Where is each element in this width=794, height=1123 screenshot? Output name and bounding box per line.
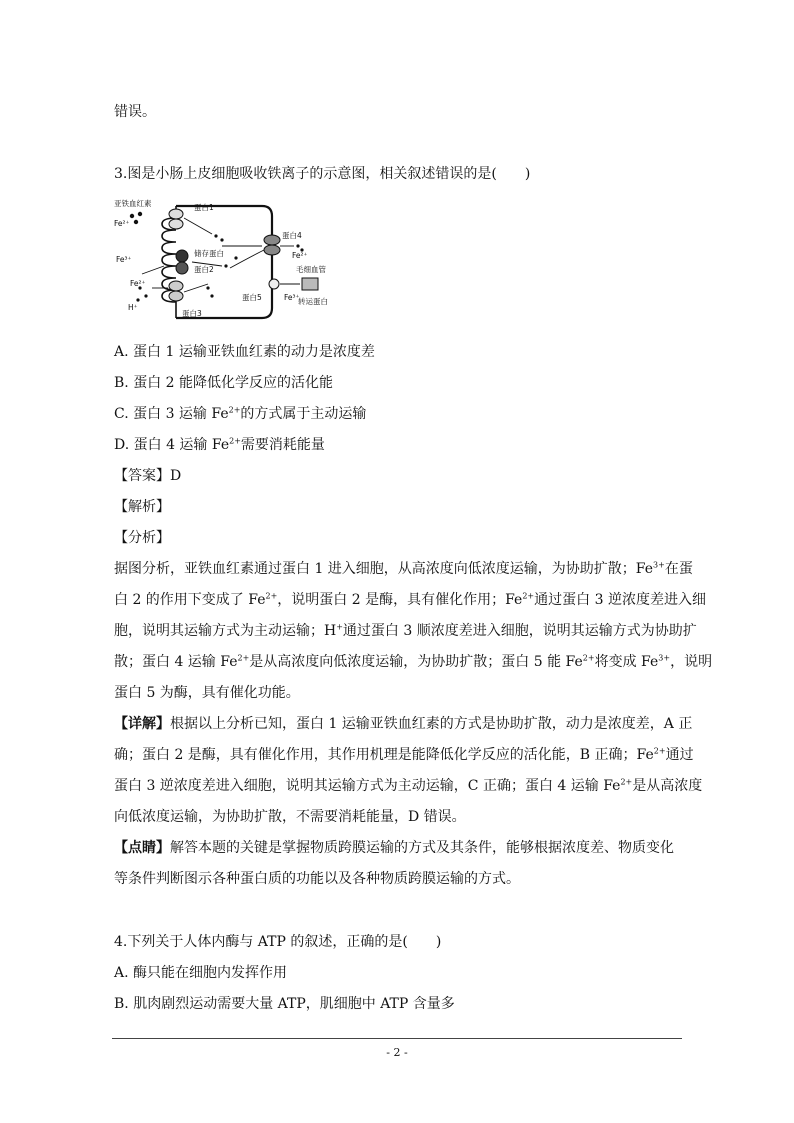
label-storage-protein: 储存蛋白 — [194, 249, 224, 258]
analysis-line-4: 散；蛋白 4 运输 $Fe^{2+}$是从高浓度向低浓度运输，为协助扩散；蛋白 5 能 $Fe^{2+}$将变成 $Fe^{3+}$，说明 — [114, 653, 713, 670]
label-protein-3: 蛋白3 — [182, 309, 202, 318]
analysis-line-1: 据图分析，亚铁血红素通过蛋白 1 进入细胞，从高浓度向低浓度运输，为协助扩散；$Fe^{3+}$在蛋 — [114, 560, 693, 577]
detail-line-2: 确；蛋白 2 是酶，具有催化作用，其作用机理是能降低化学反应的活化能，B 正确；$Fe^{2+}$通过 — [114, 746, 694, 763]
option-3b: B. 蛋白 2 能降低化学反应的活化能 — [114, 375, 333, 391]
text-line: 错误。 — [114, 104, 156, 120]
fenxi-heading: 【分析】 — [114, 530, 170, 546]
option-4a: A. 酶只能在细胞内发挥作用 — [114, 965, 288, 981]
option-3c: C. 蛋白 3 运输 $Fe^{2+}$的方式属于主动运输 — [114, 405, 367, 422]
tip-line-2: 等条件判断图示各种蛋白质的功能以及各种物质跨膜运输的方式。 — [114, 871, 520, 887]
tip-line-1: 【点睛】解答本题的关键是掌握物质跨膜运输的方式及其条件，能够根据浓度差、物质变化 — [114, 840, 674, 856]
option-3d: D. 蛋白 4 运输 $Fe^{2+}$需要消耗能量 — [114, 436, 325, 453]
label-protein-4: 蛋白4 — [282, 231, 302, 240]
label-capillary: 毛细血管 — [296, 265, 326, 274]
analysis-line-2: 白 2 的作用下变成了 $Fe^{2+}$，说明蛋白 2 是酶，具有催化作用；$Fe^{2+}$通过蛋白 3 逆浓度差进入细 — [114, 591, 706, 608]
detail-line-3: 蛋白 3 逆浓度差进入细胞，说明其运输方式为主动运输，C 正确；蛋白 4 运输 $Fe^{2+}$是从高浓度 — [114, 777, 703, 794]
question-4: 4.下列关于人体内酶与 ATP 的叙述，正确的是( ) — [114, 934, 442, 950]
option-3a: A. 蛋白 1 运输亚铁血红素的动力是浓度差 — [114, 344, 375, 360]
iron-absorption-diagram — [112, 196, 344, 324]
option-4b: B. 肌肉剧烈运动需要大量 ATP，肌细胞中 ATP 含量多 — [114, 996, 455, 1012]
analysis-heading: 【解析】 — [114, 499, 170, 515]
label-fe2-top: Fe²⁺ — [114, 219, 130, 228]
label-h: H⁺ — [128, 303, 138, 312]
detail-line-4: 向低浓度运输，为协助扩散，不需要消耗能量，D 错误。 — [114, 809, 466, 825]
detail-line-1: 【详解】根据以上分析已知，蛋白 1 运输亚铁血红素的方式是协助扩散，动力是浓度差，A 正 — [114, 716, 693, 732]
label-fe2-left: Fe²⁺ — [130, 279, 146, 288]
label-heme: 亚铁血红素 — [114, 199, 152, 208]
analysis-line-3: 胞，说明其运输方式为主动运输；H+通过蛋白 3 顺浓度差进入细胞，说明其运输方式为协助扩 — [114, 622, 697, 639]
label-fe3-right: Fe³⁺ — [284, 293, 300, 302]
answer-line: 【答案】D — [114, 468, 182, 484]
label-protein-5: 蛋白5 — [242, 293, 262, 302]
footer-divider — [112, 1038, 682, 1039]
question-3: 3.图是小肠上皮细胞吸收铁离子的示意图，相关叙述错误的是( ) — [114, 166, 531, 182]
analysis-line-5: 蛋白 5 为酶，具有催化功能。 — [114, 685, 300, 701]
label-fe2-right: Fe²⁺ — [292, 251, 308, 260]
label-protein-1: 蛋白1 — [194, 203, 214, 212]
label-fe3-left: Fe³⁺ — [116, 255, 132, 264]
label-transport-protein: 转运蛋白 — [298, 297, 328, 306]
page-number: - 2 - — [386, 1046, 408, 1059]
label-protein-2: 蛋白2 — [194, 265, 214, 274]
